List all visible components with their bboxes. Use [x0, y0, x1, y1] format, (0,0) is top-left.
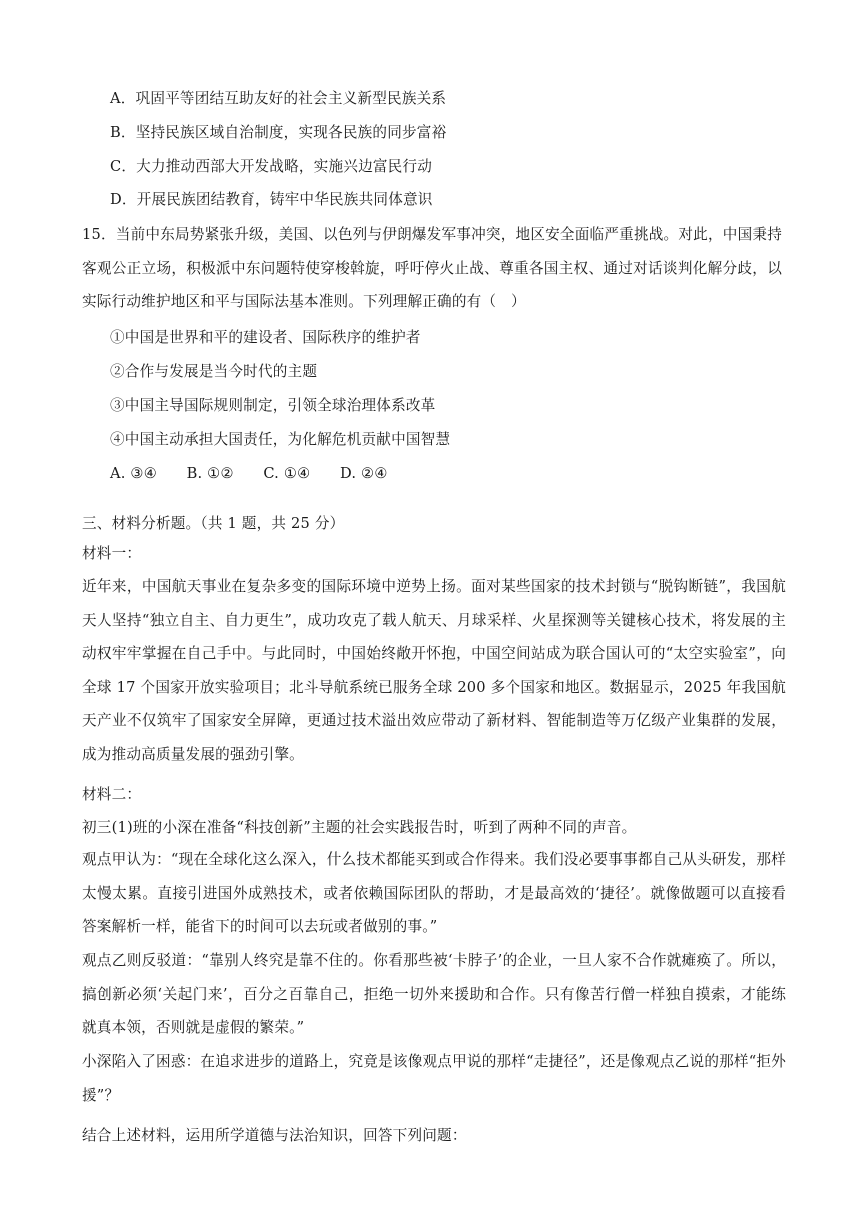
- q14-option-d: D．开展民族团结教育，铸牢中华民族共同体意识: [110, 191, 433, 208]
- section3-heading: 三、材料分析题。（共 1 题，共 25 分）: [82, 515, 345, 532]
- q15-statement-1: ①中国是世界和平的建设者、国际秩序的维护者: [110, 329, 421, 346]
- instruction-text: 结合上述材料，运用所学道德与法治知识，回答下列问题：: [82, 1127, 467, 1144]
- material2-intro: 初三(1)班的小深在准备“科技创新”主题的社会实践报告时，听到了两种不同的声音。: [82, 819, 637, 836]
- q15-stem: 15．当前中东局势紧张升级，美国、以色列与伊朗爆发军事冲突，地区安全面临严重挑战。对此，中国秉持客观公正立场，积极派中东问题特使穿梭斡旋，呼吁停火止战、尊重各国主权、通过对话谈判化解分歧，以实际行动维护地区和平与国际法基本准则。下列理解正确的有（ ）: [82, 226, 782, 310]
- material2-label: 材料二：: [82, 786, 142, 803]
- material1-text: 近年来，中国航天事业在复杂多变的国际环境中逆势上扬。面对某些国家的技术封锁与“脱钩断链”，我国航天人坚持“独立自主、自力更生”，成功攻克了载人航天、月球采样、火星探测等关键核心技术，将发展的主动权牢牢掌握在自己手中。与此同时，中国始终敞开怀抱，中国空间站成为联合国认可的“太空实验室”，向全球 17 个国家开放实验项目；北斗导航系统已服务全球 200 多个国家和地区。数据显示，2025 年我国航天产业不仅筑牢了国家安全屏障，更通过技术溢出效应带动了新材料、智能制造等万亿级产业集群的发展，成为推动高质量发展的强劲引擎。: [82, 578, 786, 763]
- q14-option-b: B．坚持民族区域自治制度，实现各民族的同步富裕: [110, 124, 447, 141]
- q15-statement-2: ②合作与发展是当今时代的主题: [110, 363, 318, 380]
- q14-option-a: A．巩固平等团结互助友好的社会主义新型民族关系: [110, 90, 447, 107]
- q15-statement-4: ④中国主动承担大国责任，为化解危机贡献中国智慧: [110, 431, 451, 448]
- q15-statement-3: ③中国主导国际规则制定，引领全球治理体系改革: [110, 397, 436, 414]
- confusion-text: 小深陷入了困惑：在追求进步的道路上，究竟是该像观点甲说的那样“走捷径”，还是像观点乙说的那样“拒外援”？: [82, 1053, 786, 1104]
- q14-option-c: C．大力推动西部大开发战略，实施兴边富民行动: [110, 158, 433, 175]
- q15-choices: A. ③④ B. ①② C. ①④ D. ②④: [110, 465, 388, 482]
- view-a-text: 观点甲认为：“现在全球化这么深入，什么技术都能买到或合作得来。我们没必要事事都自己从头研发，那样太慢太累。直接引进国外成熟技术，或者依赖国际团队的帮助，才是最高效的‘捷径’。就像做题可以直接看答案解析一样，能省下的时间可以去玩或者做别的事。”: [82, 851, 786, 935]
- view-b-text: 观点乙则反驳道：“靠别人终究是靠不住的。你看那些被‘卡脖子’的企业，一旦人家不合作就瘫痪了。所以，搞创新必须‘关起门来’，百分之百靠自己，拒绝一切外来援助和合作。只有像苦行僧一样独自摸索，才能练就真本领，否则就是虚假的繁荣。”: [82, 952, 786, 1036]
- material1-label: 材料一：: [82, 545, 142, 562]
